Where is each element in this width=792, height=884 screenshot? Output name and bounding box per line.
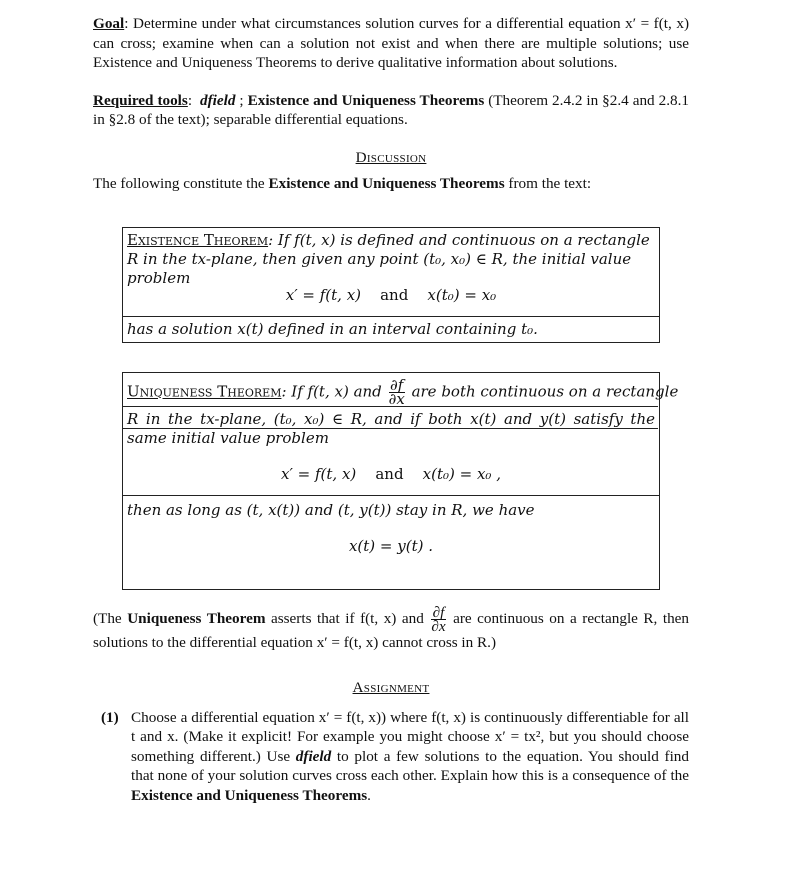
assignment-item-text-mid: to plot a few solutions to the equation. You should find that none of your solution curves cross each other. Explain how this is a consequence of the xyxy=(131,747,689,785)
tools-semicolon: ; xyxy=(235,91,244,109)
uniqueness-statement-line1 xyxy=(127,376,679,408)
remark-fraction-denominator: ∂x xyxy=(431,618,446,635)
tools-label: Required tools xyxy=(93,91,188,109)
existence-divider xyxy=(123,316,659,317)
remark-bold: Uniqueness Theorem xyxy=(127,609,266,627)
uniqueness-divider-mid xyxy=(123,428,658,429)
assignment-section xyxy=(93,678,689,806)
existence-title: Existence Theorem xyxy=(127,231,269,249)
fraction-numerator: ∂f xyxy=(390,376,404,394)
existence-eq-and: and xyxy=(380,286,409,304)
assignment-heading-text: Assignment xyxy=(352,679,430,696)
required-tools-paragraph xyxy=(93,91,689,130)
assignment-heading xyxy=(93,678,689,698)
uniqueness-stmt-pre: : If f(t, x) and xyxy=(281,382,382,401)
uniqueness-eq-left: x′ = f(t, x) xyxy=(281,465,357,483)
document-body xyxy=(93,14,689,193)
remark-fraction xyxy=(431,606,445,633)
uniqueness-divider-top xyxy=(123,406,658,407)
uniqueness-eq-and: and xyxy=(375,465,404,483)
uniqueness-divider-low xyxy=(123,495,659,496)
goal-label: Goal xyxy=(93,15,125,32)
discussion-intro xyxy=(93,174,689,194)
partial-f-partial-x-fraction xyxy=(388,376,405,408)
existence-eq-left: x′ = f(t, x) xyxy=(285,286,362,304)
discussion-heading xyxy=(93,148,689,168)
remark-mid: asserts that if f(t, x) and xyxy=(265,609,424,627)
assignment-item-text-pre: Choose a differential equation x′ = f(t, x)) where f(t, x) is continuously differentiable for all t and x. (Make it explicit! For example you might choose x′ = tx², but you should choose something different.) Use xyxy=(131,708,689,765)
assignment-item-number: (1) xyxy=(101,708,119,726)
uniqueness-remark xyxy=(93,606,689,653)
goal-text: : Determine under what circumstances solution curves for a differential equation x′ = f(t, x) can cross; examine when can a solution not exist and when there are multiple solutions; use Existence and Uniqueness Theorems to derive qualitative information about solutions. xyxy=(93,15,689,72)
discussion-intro-pre: The following constitute the xyxy=(93,174,269,192)
assignment-item-text-end: . xyxy=(367,786,371,804)
goal-paragraph xyxy=(93,14,689,73)
uniqueness-statement-line2: R in the tx-plane, (t₀, x₀) ∈ R, and if both x(t) and y(t) satisfy the same initial value problem xyxy=(127,410,655,447)
remark-pre: (The xyxy=(93,609,128,627)
existence-statement xyxy=(127,231,655,288)
uniqueness-stmt-post: are both continuous on a rectangle xyxy=(411,382,679,401)
discussion-intro-bold: Existence and Uniqueness Theorems xyxy=(268,174,505,192)
uniqueness-final-equation xyxy=(123,537,659,556)
uniqueness-then-line: then as long as (t, x(t)) and (t, y(t)) stay in R, we have xyxy=(127,501,535,519)
discussion-heading-text: Discussion xyxy=(355,148,427,166)
fraction-denominator: ∂x xyxy=(388,390,405,408)
uniqueness-equation xyxy=(123,465,659,484)
tools-theorem-name: Existence and Uniqueness Theorems xyxy=(247,91,485,109)
assignment-list xyxy=(93,708,689,806)
assignment-item-bold: Existence and Uniqueness Theorems xyxy=(131,786,368,804)
discussion-intro-post: from the text: xyxy=(504,174,592,192)
remark-fraction-numerator: ∂f xyxy=(432,604,445,621)
assignment-item xyxy=(93,708,689,806)
uniqueness-final-eq-text: x(t) = y(t) . xyxy=(348,537,434,555)
existence-equation xyxy=(123,286,659,305)
remark-post: are continuous on a rectangle R, then solutions to the differential equation x′ = f(t, x) cannot cross in R.) xyxy=(93,609,690,651)
tools-colon: : xyxy=(187,91,193,109)
existence-statement-text: : If f(t, x) is defined and continuous on a rectangle R in the tx-plane, then given any point (t₀, x₀) ∈ R, the initial value problem xyxy=(127,231,650,287)
tools-dfield: dfield xyxy=(200,91,236,109)
uniqueness-title: Uniqueness Theorem xyxy=(127,382,282,401)
uniqueness-theorem-box xyxy=(122,372,679,590)
uniqueness-eq-right: x(t₀) = x₀ , xyxy=(422,465,501,483)
existence-eq-right: x(t₀) = x₀ xyxy=(427,286,497,304)
tools-rest: (Theorem 2.4.2 in §2.4 and 2.8.1 in §2.8 of the text); separable differential equations. xyxy=(93,91,689,129)
existence-conclusion: has a solution x(t) defined in an interval containing t₀. xyxy=(127,320,538,338)
existence-theorem-box xyxy=(122,227,660,343)
assignment-item-dfield: dfield xyxy=(295,747,332,765)
